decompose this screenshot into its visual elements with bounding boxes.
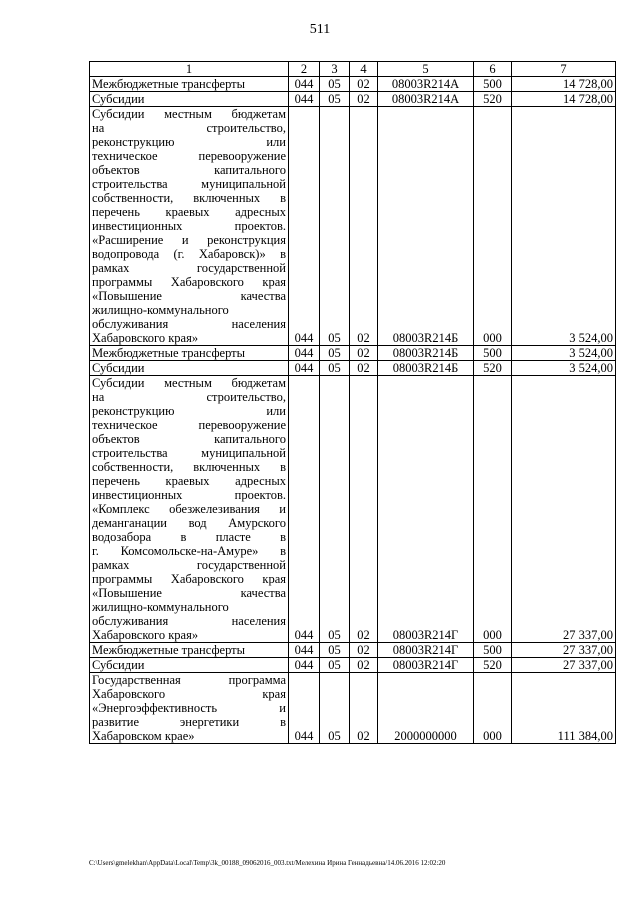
target-article-code: 08003R214Г [378,658,474,673]
expense-type-code: 500 [474,346,512,361]
row-description [90,346,289,361]
amount: 111 384,00 [512,673,616,744]
table-row [90,658,616,673]
ministry-code: 044 [289,361,320,376]
description-line: на строительство, [92,121,286,135]
subsection-code: 02 [350,658,378,673]
table-row [90,673,616,744]
description-line: Межбюджетные трансферты [92,77,246,91]
description-line: «Расширение и реконструкция [92,233,286,247]
row-description [90,673,289,744]
description-line: Субсидии [92,361,145,375]
subsection-code: 02 [350,376,378,643]
description-line: инвестиционных проектов. [92,219,286,233]
subsection-code: 02 [350,346,378,361]
section-code: 05 [320,673,350,744]
budget-table [89,61,616,744]
description-line: строительства муниципальной [92,177,286,191]
amount: 14 728,00 [512,92,616,107]
description-line: Хабаровском крае» [92,729,195,743]
section-code: 05 [320,376,350,643]
expense-type-code: 520 [474,658,512,673]
description-line: техническое перевооружение [92,418,286,432]
table-row [90,92,616,107]
ministry-code: 044 [289,376,320,643]
description-line: Субсидии [92,92,145,106]
section-code: 05 [320,361,350,376]
target-article-code: 08003R214А [378,92,474,107]
column-header: 7 [512,62,616,77]
expense-type-code: 000 [474,673,512,744]
description-line: обслуживания населения [92,614,286,628]
expense-type-code: 000 [474,107,512,346]
row-description [90,361,289,376]
table-header-row [90,62,616,77]
expense-type-code: 000 [474,376,512,643]
target-article-code: 08003R214Б [378,107,474,346]
row-description [90,77,289,92]
section-code: 05 [320,77,350,92]
description-line: «Повышение качества [92,289,286,303]
description-line: г. Комсомольске-на-Амуре» в [92,544,286,558]
description-line: водозабора в пласте в [92,530,286,544]
table-row [90,346,616,361]
description-line: «Энергоэффективность и [92,701,286,715]
description-line: рамках государственной [92,558,286,572]
amount: 27 337,00 [512,643,616,658]
file-path-footer: C:\Users\gmelekhan\AppData\Local\Temp\3k_00188_09062016_003.txt/Мелехина Ирина Геннадьевна/14.06.2016 12:02:20 [89,859,446,867]
target-article-code: 2000000000 [378,673,474,744]
subsection-code: 02 [350,77,378,92]
row-description [90,643,289,658]
description-line: объектов капитального [92,432,286,446]
expense-type-code: 520 [474,361,512,376]
column-header: 4 [350,62,378,77]
section-code: 05 [320,107,350,346]
description-line: Государственная программа [92,673,286,687]
target-article-code: 08003R214Г [378,643,474,658]
description-line: собственности, включенных в [92,191,286,205]
description-line: жилищно-коммунального [92,303,229,317]
description-line: Хабаровского края» [92,628,199,642]
amount: 3 524,00 [512,107,616,346]
description-line: собственности, включенных в [92,460,286,474]
subsection-code: 02 [350,673,378,744]
subsection-code: 02 [350,107,378,346]
target-article-code: 08003R214Г [378,376,474,643]
description-line: перечень краевых адресных [92,474,286,488]
column-header: 2 [289,62,320,77]
section-code: 05 [320,643,350,658]
description-line: водопровода (г. Хабаровск)» в [92,247,286,261]
row-description [90,376,289,643]
ministry-code: 044 [289,658,320,673]
description-line: Хабаровского края» [92,331,199,345]
target-article-code: 08003R214Б [378,346,474,361]
description-line: рамках государственной [92,261,286,275]
expense-type-code: 500 [474,643,512,658]
description-line: реконструкцию или [92,404,286,418]
subsection-code: 02 [350,643,378,658]
description-line: строительства муниципальной [92,446,286,460]
amount: 3 524,00 [512,361,616,376]
table-row [90,77,616,92]
description-line: техническое перевооружение [92,149,286,163]
amount: 27 337,00 [512,376,616,643]
description-line: инвестиционных проектов. [92,488,286,502]
column-header: 5 [378,62,474,77]
table-row [90,643,616,658]
column-header: 1 [90,62,289,77]
description-line: обслуживания населения [92,317,286,331]
section-code: 05 [320,92,350,107]
description-line: Субсидии местным бюджетам [92,376,286,390]
description-line: Межбюджетные трансферты [92,643,246,657]
ministry-code: 044 [289,92,320,107]
amount: 27 337,00 [512,658,616,673]
row-description [90,107,289,346]
column-header: 3 [320,62,350,77]
target-article-code: 08003R214А [378,77,474,92]
ministry-code: 044 [289,107,320,346]
subsection-code: 02 [350,92,378,107]
description-line: жилищно-коммунального [92,600,229,614]
table-row [90,361,616,376]
description-line: реконструкцию или [92,135,286,149]
ministry-code: 044 [289,643,320,658]
description-line: «Комплекс обезжелезивания и [92,502,286,516]
description-line: объектов капитального [92,163,286,177]
page-number: 511 [309,22,331,37]
description-line: Субсидии местным бюджетам [92,107,286,121]
expense-type-code: 520 [474,92,512,107]
table-body [90,77,616,744]
description-line: «Повышение качества [92,586,286,600]
row-description [90,658,289,673]
section-code: 05 [320,658,350,673]
description-line: программы Хабаровского края [92,275,286,289]
subsection-code: 02 [350,361,378,376]
description-line: перечень краевых адресных [92,205,286,219]
ministry-code: 044 [289,346,320,361]
description-line: Субсидии [92,658,145,672]
table-row [90,107,616,346]
row-description [90,92,289,107]
description-line: на строительство, [92,390,286,404]
ministry-code: 044 [289,77,320,92]
amount: 3 524,00 [512,346,616,361]
description-line: программы Хабаровского края [92,572,286,586]
column-header: 6 [474,62,512,77]
description-line: Хабаровского края [92,687,286,701]
description-line: Межбюджетные трансферты [92,346,246,360]
ministry-code: 044 [289,673,320,744]
expense-type-code: 500 [474,77,512,92]
description-line: развитие энергетики в [92,715,286,729]
description-line: деманганации вод Амурского [92,516,286,530]
table-row [90,376,616,643]
target-article-code: 08003R214Б [378,361,474,376]
section-code: 05 [320,346,350,361]
amount: 14 728,00 [512,77,616,92]
